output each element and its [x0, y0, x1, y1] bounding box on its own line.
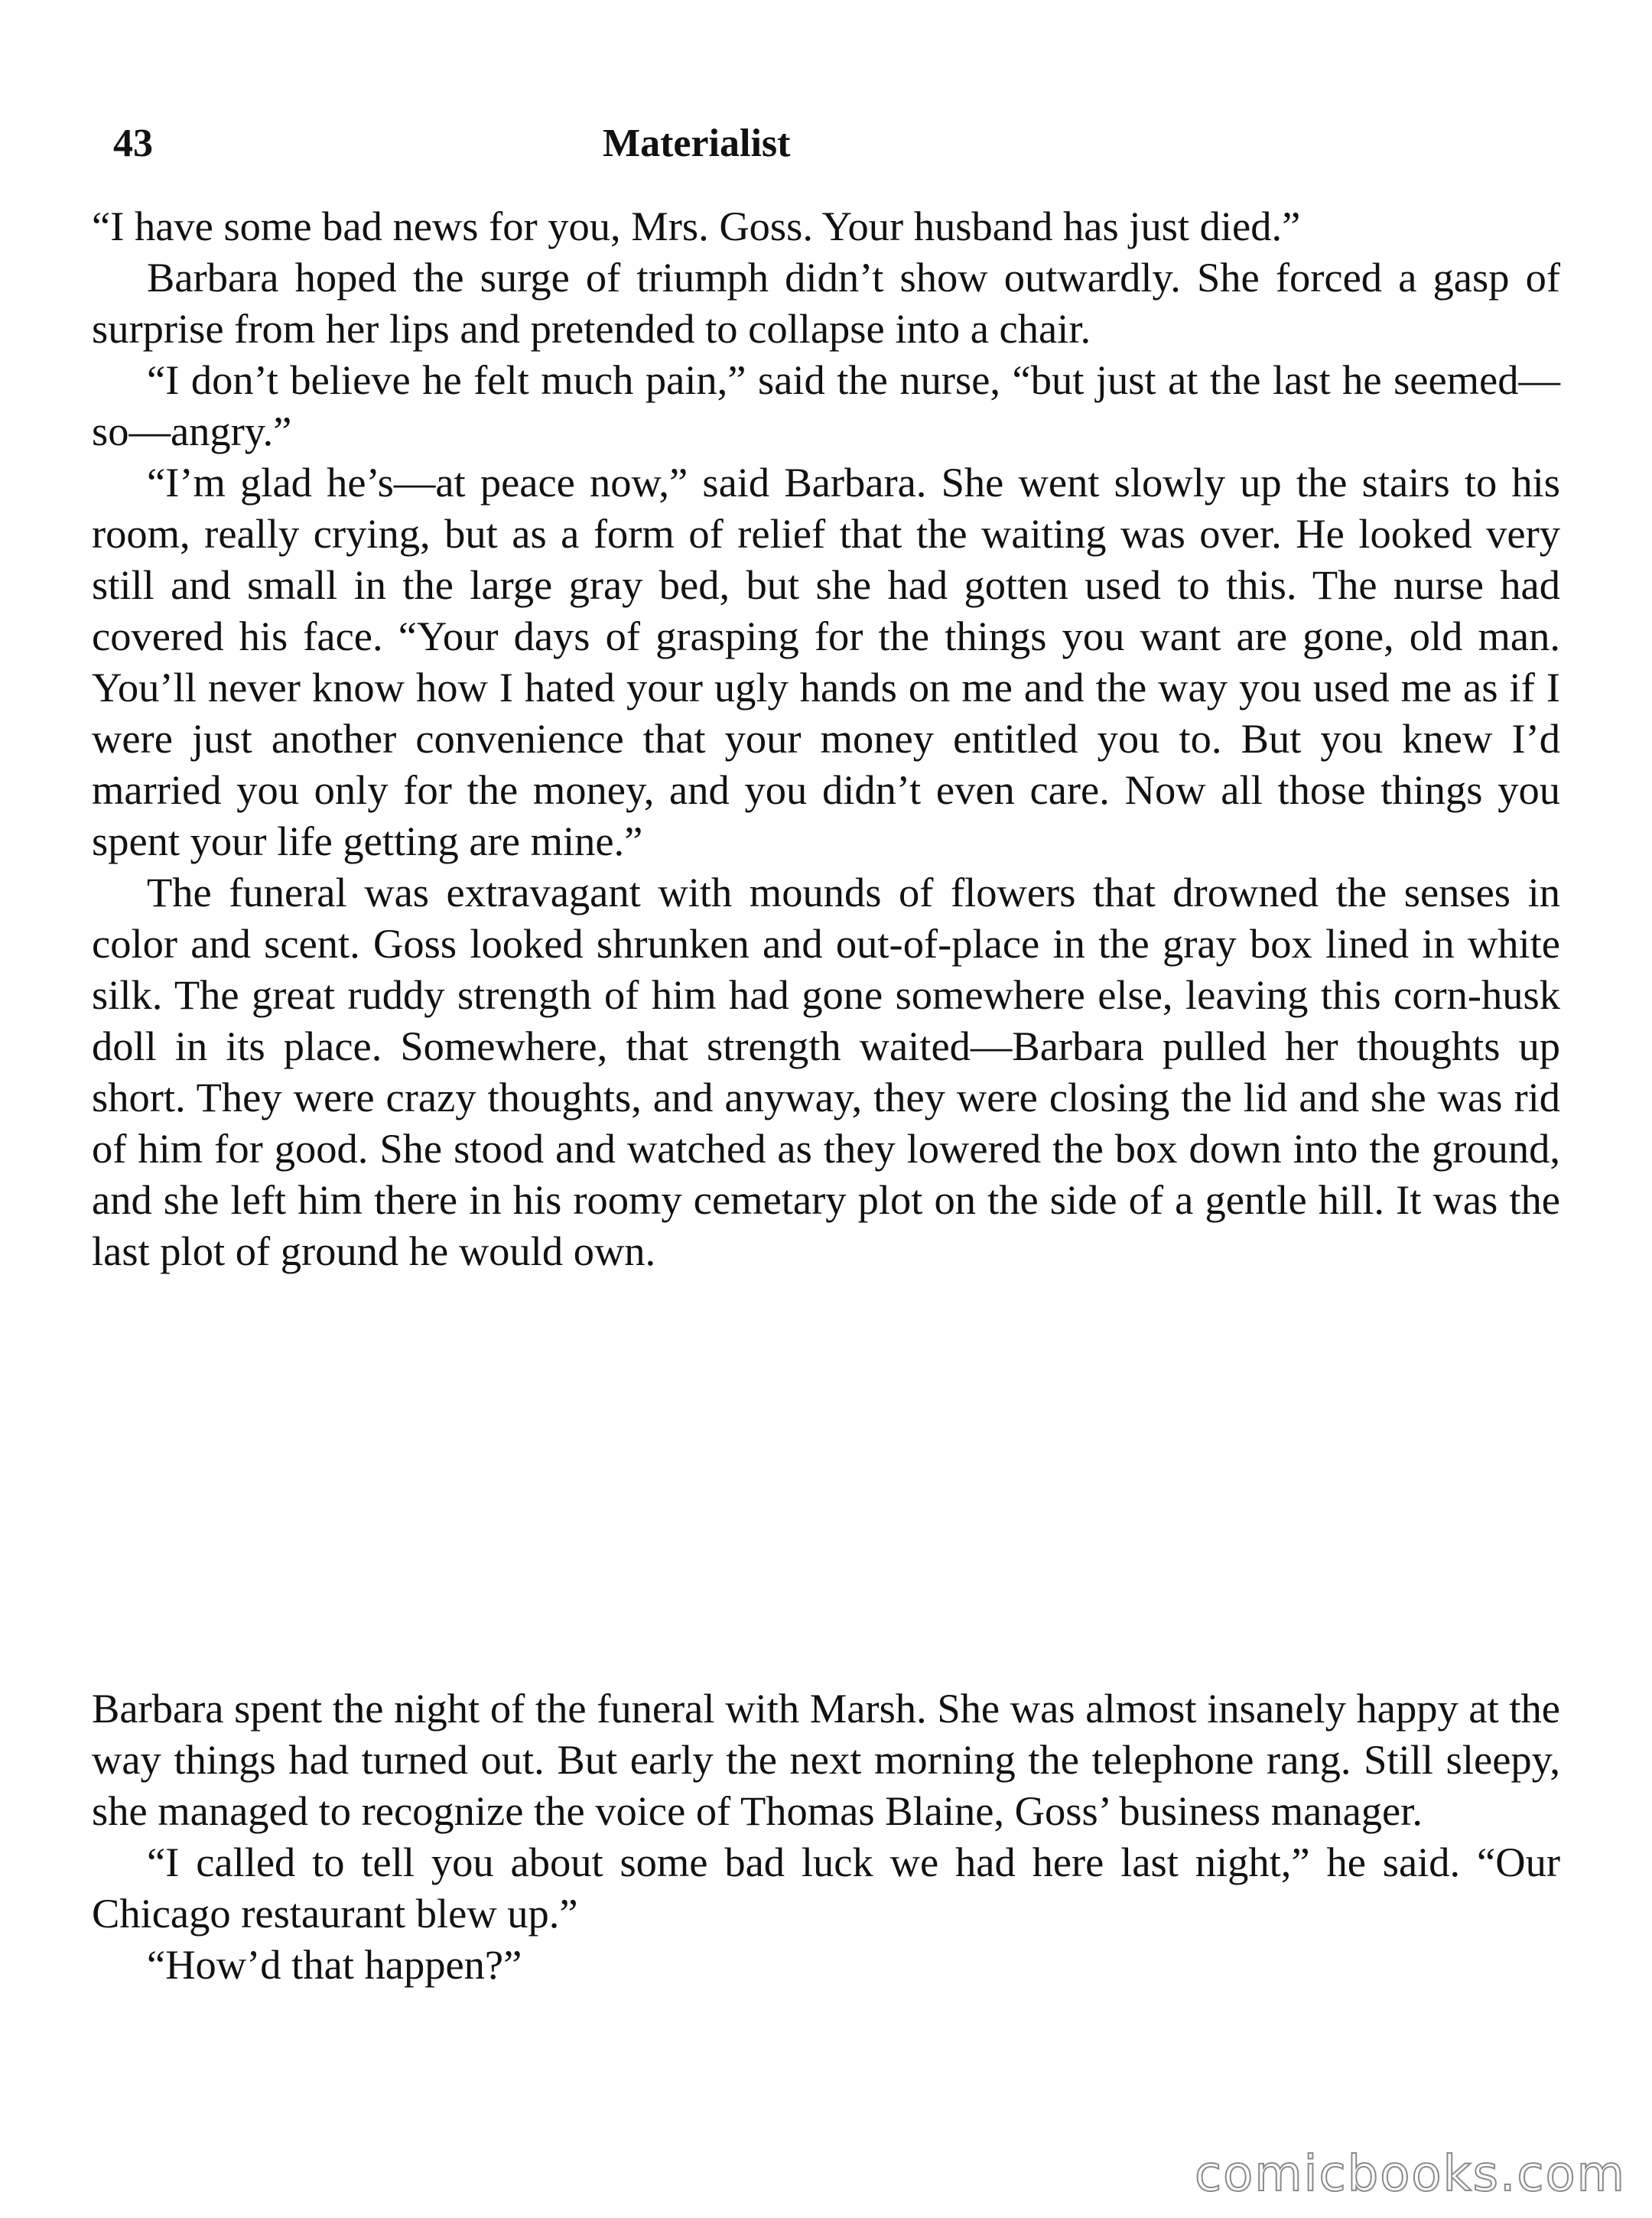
watermark: comicbooks.com — [1194, 2146, 1626, 2203]
section-one — [92, 200, 1560, 1276]
paragraph: “I have some bad news for you, Mrs. Goss. Your husband has just died.” — [92, 203, 1301, 249]
page-header — [113, 121, 1566, 167]
paragraph: “How’d that happen?” — [147, 1941, 522, 1988]
paragraph: The funeral was extravagant with mounds of flowers that drowned the senses in color and scent. Goss looked shrunken and out-of-place in the gray box lined in white silk. The great ruddy strength of him had gone somewhere else, leaving this corn-husk doll in its place. Somewhere, that strength waited—Barbara pulled her thoughts up short. They were crazy thoughts, and anyway, they were closing the lid and she was rid of him for good. She stood and watched as they lowered the box down into the ground, and she left him there in his roomy cemetary plot on the side of a gentle hill. It was the last plot of ground he would own. — [92, 869, 1560, 1274]
section-two — [92, 1683, 1560, 1990]
paragraph: Barbara spent the night of the funeral with Marsh. She was almost insanely happy at the way things had turned out. But early the next morning the telephone rang. Still sleepy, she managed to recognize the voice of Thomas Blaine, Goss’ business manager. — [92, 1685, 1560, 1834]
paragraph: “I don’t believe he felt much pain,” said the nurse, “but just at the last he seemed—so—angry.” — [92, 356, 1560, 454]
paragraph: “I’m glad he’s—at peace now,” said Barbara. She went slowly up the stairs to his room, really crying, but as a form of relief that the waiting was over. He looked very still and small in the large gray bed, but she had gotten used to this. The nurse had covered his face. “Your days of grasping for the things you want are gone, old man. You’ll never know how I hated your ugly hands on me and the way you used me as if I were just another convenience that your money entitled you to. But you knew I’d married you only for the money, and you didn’t even care. Now all those things you spent your life getting are mine.” — [92, 459, 1560, 864]
running-title: Materialist — [603, 122, 791, 165]
paragraph: “I called to tell you about some bad luck we had here last night,” he said. “Our Chicago restaurant blew up.” — [92, 1839, 1560, 1937]
page-number: 43 — [113, 122, 153, 165]
paragraph: Barbara hoped the surge of triumph didn’t show outwardly. She forced a gasp of surprise from her lips and pretended to collapse into a chair. — [92, 254, 1560, 352]
